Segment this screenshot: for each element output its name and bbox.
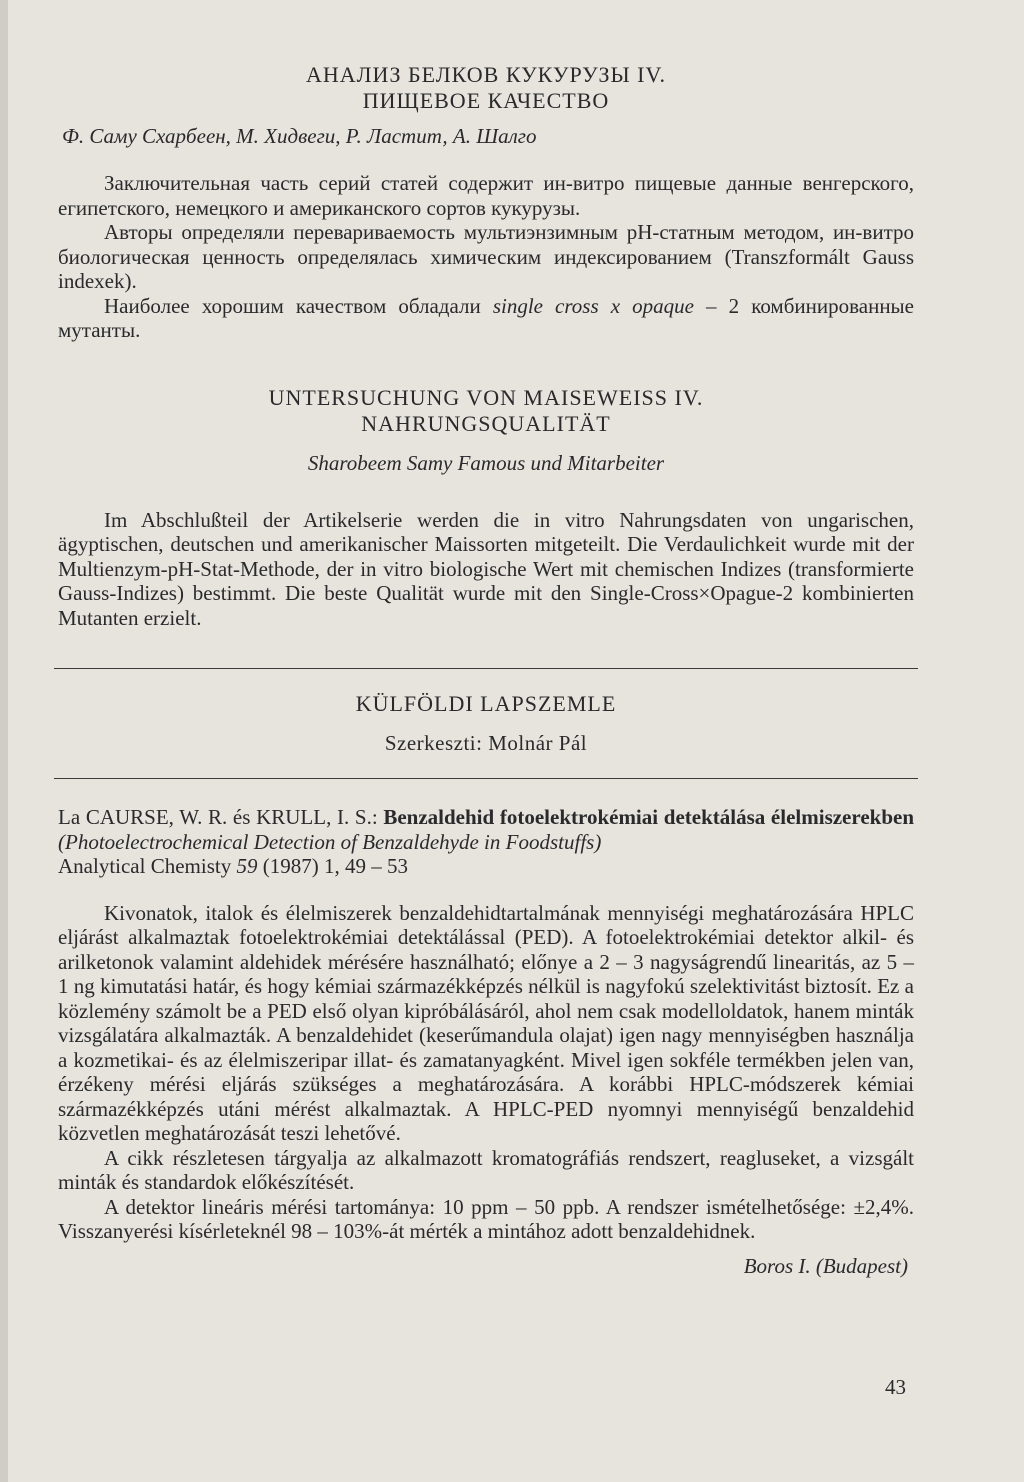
de-authors: Sharobeem Samy Famous und Mitarbeiter xyxy=(307,450,665,475)
ru-paragraph-2: Авторы определяли перевариваемость мультиэнзимным pH-статным методом, ин-витро биологическая ценность определялась химическим индексированием (Transzformált Gauss indexek). xyxy=(58,220,914,293)
de-paragraph-1: Im Abschlußteil der Artikelserie werden die in vitro Nahrungsdaten von ungarischen, ägyptischen, deutschen und amerikanischer Maissorten mitgeteilt. Die Verdaulichkeit wurde mit der Multienzym-pH-Stat-Methode, der in vitro biologische Wert mit chemischen Indizes (transformierte Gauss-Indizes) bestimmt. Die beste Qualität wurde mit den Single-Cross×Opague-2 kombinierten Mutanten erzielt. xyxy=(58,507,914,630)
ru-p3-text: Наиболее хорошим качеством обладали xyxy=(104,293,493,318)
hu-paragraph-1: Kivonatok, italok és élelmiszerek benzaldehidtartalmának mennyiségi meghatározására HPLC eljárást alkalmaztak fotoelektrokémiai detektálással (PED). A fotoelektrokémiai detektor alkil- és arilketonok valamint aldehidek mérésére használható; előnye a 2 – 3 nagyságrendű linearitás, az 5 – 1 ng kimutatási határ, és hogy kémiai származékképzés nélkül is nagyfokú szelektivitást biztosít. Ez a közlemény számolt be a PED első olyan kipróbálásáról, ahol nem csak modelloldatok, hanem minták vizsgálatára alkalmazták. A benzaldehidet (keserűmandula olajat) igen nagy mennyiségben használja a kozmetikai- és az élelmiszeripar illat- és zamatanyagként. Mivel igen sokféle termékben jelen van, érzékeny mérési eljárás szükséges a meghatározására. A korábbi HPLC-módszerek kémiai származékképzés utáni mérést alkalmaztak. A HPLC-PED nyomnyi mennyiségű benzaldehid közvetlen meghatározását teszi lehetővé. xyxy=(58,900,914,1145)
hu-paragraph-3: A detektor lineáris mérési tartománya: 10 ppm – 50 ppb. A rendszer ismételhetősége: ±2,4%. Visszanyerési kísérleteknél 98 – 103%-át mérték a mintához adott benzaldehidnek. xyxy=(58,1194,914,1243)
page-content xyxy=(58,62,914,1279)
de-title-line1: UNTERSUCHUNG VON MAISEWEISS IV. xyxy=(268,384,704,410)
hu-ref-year-pages: (1987) 1, 49 – 53 xyxy=(257,854,408,878)
hu-ref-volume: 59 xyxy=(236,854,258,878)
de-title xyxy=(58,385,914,437)
hu-ref-title-en: (Photoelectrochemical Detection of Benzaldehyde in Foodstuffs) xyxy=(58,829,602,854)
ru-title xyxy=(58,62,914,114)
de-title-line2: NAHRUNGSQUALITÄT xyxy=(361,410,611,436)
hu-ref-title: Benzaldehid fotoelektrokémiai detektálása élelmiszerekben xyxy=(383,805,914,829)
hu-signature: Boros I. (Budapest) xyxy=(743,1253,908,1278)
ru-p3-italic: single cross x opaque xyxy=(492,293,694,318)
hu-ref-authors: La CAURSE, W. R. és KRULL, I. S.: xyxy=(58,805,384,829)
hu-editor: Szerkeszti: Molnár Pál xyxy=(384,731,588,755)
ru-title-line2: ПИЩЕВОЕ КАЧЕСТВО xyxy=(362,88,610,113)
ru-paragraph-3 xyxy=(58,294,914,343)
ru-paragraph-1: Заключительная часть серий статей содержит ин-витро пищевые данные венгерского, египетского, немецкого и американского сортов кукурузы. xyxy=(58,171,914,220)
page-number: 43 xyxy=(885,1375,906,1399)
hu-section-title: KÜLFÖLDI LAPSZEMLE xyxy=(355,691,617,716)
hu-reference xyxy=(58,805,914,879)
hu-ref-journal: Analytical Chemisty xyxy=(58,854,237,878)
ru-authors: Ф. Саму Схарбеен, М. Хидвеги, Р. Ластит, А. Шалго xyxy=(62,124,537,148)
hu-paragraph-2: A cikk részletesen tárgyalja az alkalmazott kromatográfiás rendszert, reagluseket, a vizsgált minták és standardok előkészítését. xyxy=(58,1145,914,1194)
ru-p3-rest: – 2 комбинированные мутанты. xyxy=(58,293,914,342)
ru-title-line1: АНАЛИЗ БЕЛКОВ КУКУРУЗЫ IV. xyxy=(305,62,667,87)
